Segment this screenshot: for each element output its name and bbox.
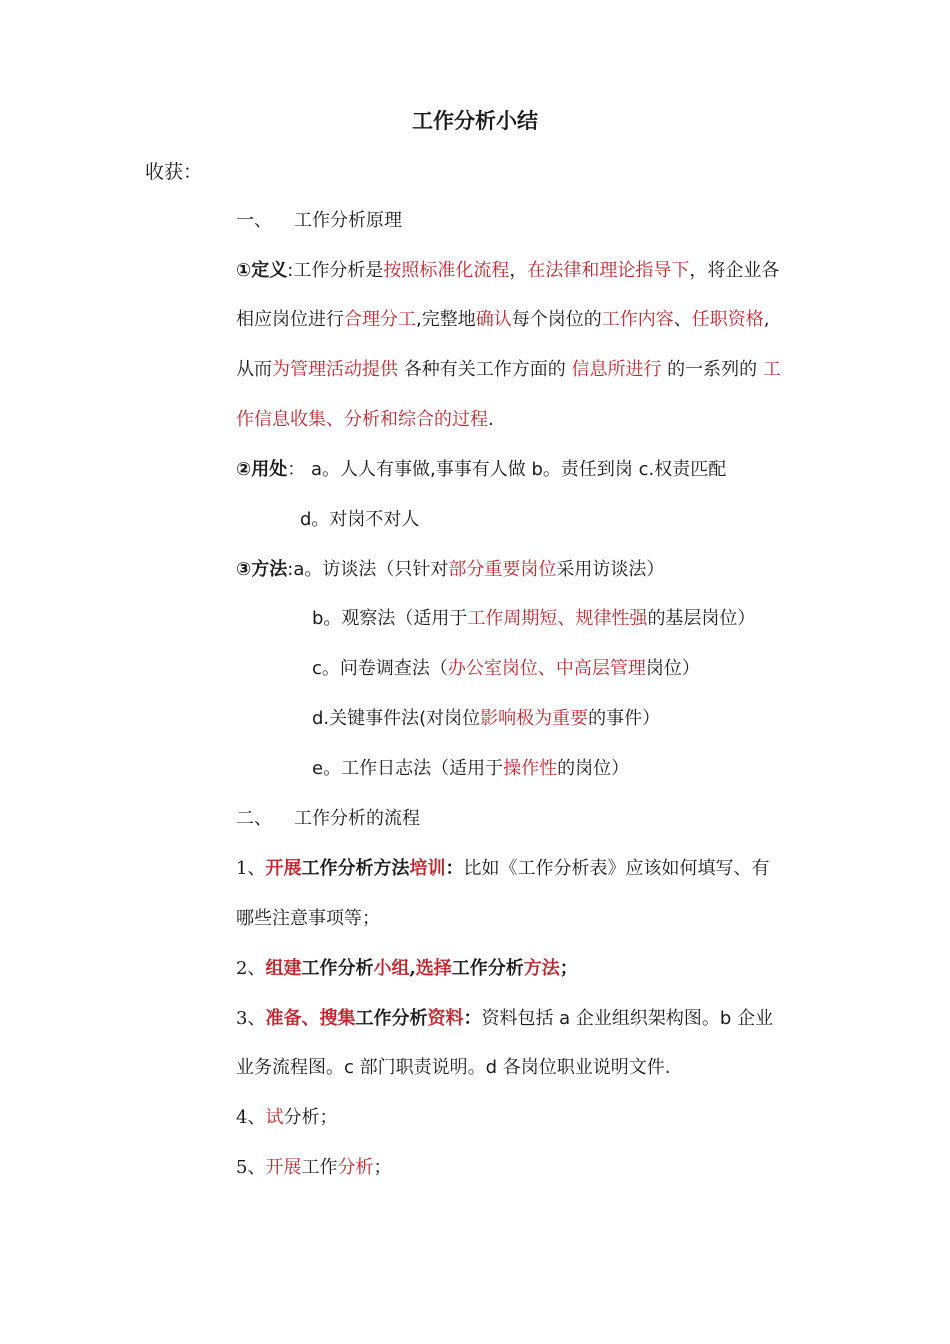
highlight-span: 影响极为重要 [480,708,589,729]
section-number: 一、 [236,210,272,231]
highlight-span: 信息所进行 [571,359,662,380]
step-3-continued: 业务流程图。c 部门职责说明。d 各岗位职业说明文件. [236,1057,671,1078]
highlight-span: 开展 [265,858,302,879]
text-span: ，将企业各 [689,260,780,281]
text-span: ； [373,1157,392,1178]
highlight-span: 为管理活动提供 [272,359,398,380]
text-span: d.关键事件法(对岗位 [312,708,481,729]
text-span: 从而 [236,359,272,380]
text-span: ： a。人人有事做,事事有人做 b。责任到岗 c.权责匹配 [287,459,727,480]
highlight-span: 部分重要岗位 [448,559,557,580]
usage-label: ②用处 [236,459,288,480]
highlight-span: 按照标准化流程 [383,260,510,281]
text-span: 的事件） [588,708,661,729]
usage-line-1 [236,457,726,483]
highlight-span: 任职资格 [691,309,764,330]
text-span: 工作 [301,1157,338,1178]
text-span: b。观察法（适用于 [312,608,468,629]
section-title: 工作分析原理 [294,210,402,231]
text-span: 工作分析 [301,958,374,979]
definition-line-2 [236,307,769,333]
highlight-span: 办公室岗位、中高层管理 [447,658,646,679]
step-1-continued: 哪些注意事项等； [236,908,380,929]
definition-line-4 [236,407,494,433]
highlight-span: 合理分工 [344,309,416,330]
text-span: 工作分析 [355,1008,428,1029]
highlight-span: 作信息收集、分析和综合的过程 [236,409,488,430]
highlight-span: 操作性 [503,758,558,779]
text-span: :a。访谈法（只针对 [287,559,449,580]
methods-label: ③方法 [236,559,288,580]
definition-line-3 [236,357,781,383]
step-3 [236,1006,773,1032]
highlight-span: 试 [265,1107,284,1128]
text-span: , [409,958,416,979]
step-number: 1、 [236,858,266,879]
definition-line-1 [236,258,779,284]
text-span: . [488,409,494,430]
highlight-span: 培训 [409,858,446,879]
text-span: 每个岗位的 [511,309,602,330]
step-number: 4、 [236,1107,266,1128]
method-a [236,557,664,583]
text-span: 工作分析 [451,958,524,979]
text-span: ,完整地 [416,309,476,330]
text-span: 的一系列的 [661,359,763,380]
text-span: ； [559,958,578,979]
highlight-span: 工作周期短、规律性强 [467,608,648,629]
section-title: 工作分析的流程 [294,808,420,829]
text-span: 分析； [283,1107,338,1128]
step-2 [236,956,578,982]
text-span: e。工作日志法（适用于 [312,758,504,779]
method-b [312,606,755,632]
text-span: 采用访谈法） [556,559,665,580]
highlight-span: 工作内容 [601,309,674,330]
method-d [312,706,660,732]
step-5 [236,1155,391,1181]
definition-label: ①定义 [236,260,288,281]
highlight-span: 确认 [475,309,512,330]
text-span: ， [509,260,528,281]
text-span: 资料包括 a 企业组织架构图。b 企业 [481,1008,774,1029]
highlight-span: 方法 [523,958,560,979]
step-number: 5、 [236,1157,266,1178]
text-span: 岗位） [645,658,700,679]
text-span: :工作分析是 [287,260,384,281]
step-number: 2、 [236,958,266,979]
text-span: ： [445,858,464,879]
step-4 [236,1105,337,1131]
highlight-span: 准备、搜集 [265,1008,356,1029]
text-span: 各种有关工作方面的 [398,359,572,380]
highlight-span: 组建 [265,958,302,979]
usage-line-2: d。对岗不对人 [300,509,420,530]
highlight-span: 分析 [337,1157,374,1178]
section-heading-2 [236,806,420,832]
highlight-span: 选择 [415,958,452,979]
text-span: 、 [673,309,692,330]
text-span: 的岗位） [557,758,630,779]
step-1 [236,856,769,882]
text-span: 比如《工作分析表》应该如何填写、有 [463,858,770,879]
highlight-span: 资料 [427,1008,464,1029]
highlight-span: 工 [762,359,781,380]
highlight-span: 在法律和理论指导下 [527,260,690,281]
section-number: 二、 [236,808,272,829]
text-span: c。问卷调查法（ [312,658,448,679]
method-c [312,656,700,682]
text-span: ： [463,1008,482,1029]
page-title: 工作分析小结 [412,108,538,133]
harvest-label: 收获： [145,161,203,183]
step-number: 3、 [236,1008,266,1029]
text-span: 工作分析方法 [301,858,410,879]
text-span: 的基层岗位） [647,608,756,629]
highlight-span: 小组 [373,958,410,979]
text-span: , [763,309,770,330]
text-span: 相应岗位进行 [236,309,344,330]
section-heading-1 [236,208,402,234]
highlight-span: 开展 [265,1157,302,1178]
method-e [312,756,629,782]
